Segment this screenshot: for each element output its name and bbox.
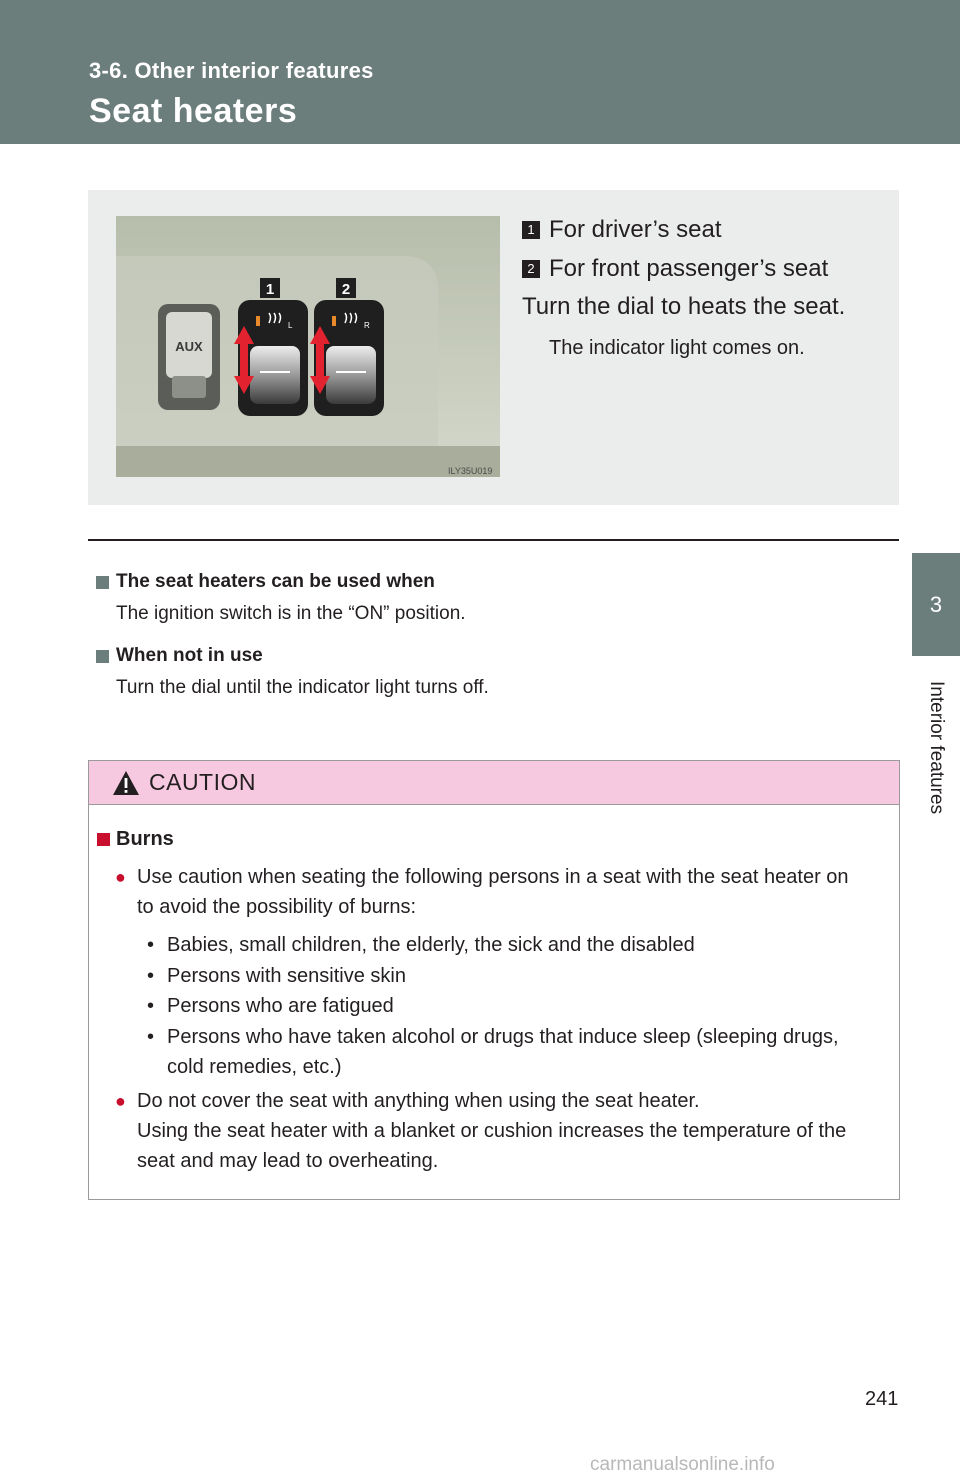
figure-marker-2: 2 xyxy=(341,281,351,298)
square-bullet-icon xyxy=(96,576,109,589)
list-item: • Persons who are fatigued xyxy=(147,995,394,1017)
switch-right-letter: R xyxy=(364,321,370,330)
figure-callouts xyxy=(522,210,882,360)
section-code: 3-6. Other interior features xyxy=(89,58,374,83)
note-heading-usage xyxy=(96,567,896,597)
note-body-not-in-use: Turn the dial until the indicator light turns off. xyxy=(116,677,489,698)
notes-section xyxy=(96,567,896,715)
round-bullet-icon: ● xyxy=(115,867,126,887)
page-number: 241 xyxy=(865,1388,899,1410)
note-body-usage: The ignition switch is in the “ON” position. xyxy=(116,603,466,624)
warning-triangle-icon xyxy=(111,769,141,797)
chapter-number: 3 xyxy=(929,591,943,617)
caution-bullet-cover xyxy=(115,1086,891,1176)
image-code: ILY35U019 xyxy=(448,466,493,476)
callout-drivers-seat xyxy=(522,210,882,249)
list-item: • Persons with sensitive skin xyxy=(147,964,406,987)
chapter-label: Interior features xyxy=(926,681,947,815)
chapter-tab xyxy=(912,553,960,656)
callout-number-2: 2 xyxy=(522,260,540,278)
caution-bullet-line: Use caution when seating the following persons in a seat with the seat heater on xyxy=(137,866,849,888)
caution-header xyxy=(89,761,899,805)
callout-passenger-seat xyxy=(522,249,882,288)
note-heading-not-in-use xyxy=(96,641,896,671)
callout-text-2: For front passenger’s seat xyxy=(549,254,829,282)
instruction-text: Turn the dial to heats the seat. xyxy=(522,293,846,320)
caution-label: CAUTION xyxy=(149,769,256,795)
caution-bullet-line: Using the seat heater with a blanket or cushion increases the temperature of the xyxy=(137,1119,847,1142)
caution-heading-text: Burns xyxy=(116,827,174,850)
caution-content xyxy=(89,805,899,1176)
indicator-note: The indicator light comes on. xyxy=(549,337,805,359)
caution-heading-burns xyxy=(97,824,891,854)
switch-illustration xyxy=(116,216,500,477)
square-bullet-icon xyxy=(96,650,109,663)
watermark: carmanualsonline.info xyxy=(590,1454,775,1475)
at-risk-persons-list xyxy=(147,930,891,1083)
list-item: • Babies, small children, the elderly, the sick and the disabled xyxy=(147,934,695,956)
page-title: Seat heaters xyxy=(89,92,298,130)
caution-bullet-line: to avoid the possibility of burns: xyxy=(137,896,417,918)
callout-text-1: For driver’s seat xyxy=(549,215,722,243)
caution-bullet-line: seat and may lead to overheating. xyxy=(137,1149,439,1172)
caution-bullet-line: Do not cover the seat with anything when using the seat heater. xyxy=(137,1089,700,1112)
aux-label: AUX xyxy=(175,339,203,354)
caution-bullet-seating xyxy=(115,862,891,922)
figure-marker-1: 1 xyxy=(265,281,275,298)
square-bullet-icon xyxy=(97,833,110,846)
note-heading-text: When not in use xyxy=(116,645,263,666)
figure-panel xyxy=(88,190,899,505)
note-heading-text: The seat heaters can be used when xyxy=(116,571,435,592)
caution-box xyxy=(88,760,900,1200)
seat-heater-switch-photo xyxy=(116,216,500,477)
round-bullet-icon: ● xyxy=(115,1090,126,1111)
list-item: • Persons who have taken alcohol or drugs that induce sleep (sleeping drugs, xyxy=(147,1025,839,1048)
page-header xyxy=(0,0,960,144)
callout-number-1: 1 xyxy=(522,221,540,239)
switch-left-letter: L xyxy=(288,321,293,330)
section-divider xyxy=(88,539,899,541)
list-item-continuation: cold remedies, etc.) xyxy=(167,1056,342,1078)
